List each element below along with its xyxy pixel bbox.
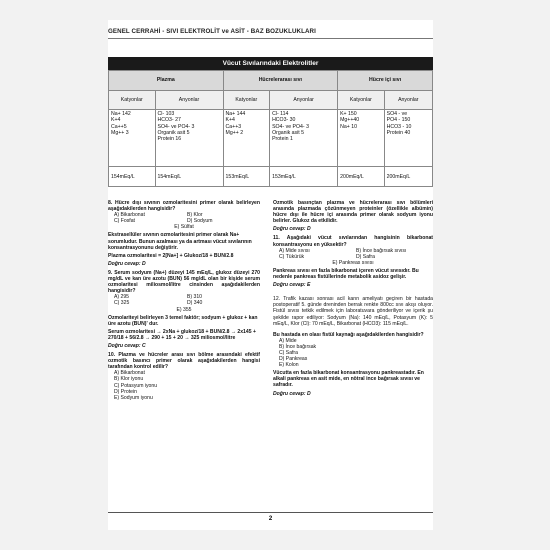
- option-a: A) Mide: [279, 337, 297, 344]
- page-number: 2: [268, 516, 273, 522]
- question-11: 11. Aşağıdaki vücut sıvılarından hangisinin bikarbonat konsantrasyonu en yüksektir?: [273, 235, 433, 248]
- table-cell: Na+ 144 K+4 Ca++3 Mg++ 2: [223, 110, 270, 167]
- group-header: Hücrelerarası sıvı: [223, 71, 338, 91]
- option-c: C) Tükürük: [279, 253, 305, 260]
- option-c: C) 325: [114, 300, 130, 307]
- option-c: C) Potasyum iyonu: [114, 382, 158, 389]
- option-a: A) 295: [114, 294, 130, 301]
- option-d: D) Sodyum: [187, 218, 213, 225]
- sub-header: Katyonlar: [109, 90, 156, 110]
- formula: Plazma ozmolaritesi = 2[Na+] + Glukoz/18 + BUN/2.8: [108, 252, 234, 259]
- group-header: Plazma: [109, 71, 224, 91]
- total-cell: 154mEq/L: [155, 167, 223, 187]
- option-d: D) 340: [187, 300, 203, 307]
- document-sheet: [108, 20, 433, 530]
- sub-header: Katyonlar: [338, 90, 385, 110]
- option-c: C) Fosfat: [114, 218, 135, 225]
- header-divider: [108, 38, 433, 39]
- total-cell: 154mEq/L: [109, 167, 156, 187]
- table-cell: SO4 - ve PO4 - 150 HCO3 - 10 Protein 40: [384, 110, 432, 167]
- answer: Doğru cevap: D: [273, 390, 311, 397]
- option-e: E) Kolon: [279, 362, 299, 369]
- group-header: Hücre içi sıvı: [338, 71, 433, 91]
- question-12-prompt: Bu hastada en olası fistül kaynağı aşağıdakilerden hangisidir?: [273, 331, 424, 338]
- table-cell: K+ 150 Mg++40 Na+ 10: [338, 110, 385, 167]
- right-column: [273, 200, 433, 400]
- option-d: D) Pankreas: [279, 356, 308, 363]
- answer: Doğru cevap: D: [108, 260, 146, 267]
- option-d: D) Safra: [356, 253, 375, 260]
- option-e: E) Pankreas sıvısı: [332, 259, 374, 266]
- total-cell: 153mEq/L: [223, 167, 270, 187]
- option-b: B) 310: [187, 294, 203, 301]
- page-header: GENEL CERRAHİ - SIVI ELEKTROLİT ve ASİT - BAZ BOZUKLUKLARI: [108, 28, 316, 35]
- explanation: Ekstrasellüler sıvının ozmolaritesini primer olarak Na+ sorumludur. Bunun azalması ya da artması vücut sıvılarının konsantrasyonunu değiştirir.: [108, 232, 252, 251]
- answer: Doğru cevap: E: [273, 282, 311, 289]
- explanation: Ozmolariteyi belirleyen 3 temel faktör; sodyum + glukoz + kan üre azotu (BUN)' dur.: [108, 314, 258, 327]
- option-e: E) Sodyum iyonu: [114, 394, 153, 401]
- electrolyte-table: [108, 57, 433, 187]
- option-b: B) İnce bağırsak sıvısı: [356, 247, 407, 254]
- question-8: 8. Hücre dışı sıvının ozmolaritesini primer olarak belirleyen aşağıdakilerden hangisidir?: [108, 200, 260, 213]
- option-b: B) Klor: [187, 212, 203, 219]
- table-cell: Na+ 142 K+4 Ca++5 Mg++ 3: [109, 110, 156, 167]
- option-e: E) 355: [176, 306, 192, 313]
- option-e: E) Sülfat: [174, 224, 194, 231]
- sub-header: Anyonlar: [270, 90, 338, 110]
- sub-header: Anyonlar: [384, 90, 432, 110]
- total-cell: 153mEq/L: [270, 167, 338, 187]
- answer: Doğru cevap: C: [108, 342, 146, 349]
- option-c: C) Safra: [279, 349, 298, 356]
- option-a: A) Mide sıvısı: [279, 247, 310, 254]
- explanation: Serum ozmolaritesi → 2xNa + glukoz/18 + BUN/2.8 → 2x145 + 270/18 + 56/2.8 → 290 + 15 + 20 → 325 miliosmol/litre: [108, 328, 256, 341]
- question-12: 12. Trafik kazası sonrası acil karın ameliyatı geçiren bir hastada postoperatif 5. günde dreninden berrak renkte 800cc sıvı akışı oluyor. Fistül sıvısı tetkik edilmek için laboratuvara gönderiliyor ve içerik şu şekilde rapor ediliyor: Sodyum (Na): 140 mEq/L, Potasyum (K): 5 mEq/L, Klor (Cl): 70 mEq/L, Bikarbonat (HCO3): 115 mEq/L.: [273, 296, 433, 327]
- table-cell: Cl- 114 HCO3- 30 SO4- ve PO4- 3 Organik asit 5 Protein 1: [270, 110, 338, 167]
- question-9: 9. Serum sodyum (Na+) düzeyi 145 mEq/L, glukoz düzeyi 270 mg/dL ve kan üre azotu (BUN) 56 mg/dL olan bir kişide serum ozmolaritesi miliosmol/litre cinsinden aşağıdakilerden hangisidir?: [108, 269, 260, 295]
- total-cell: 200mEq/L: [338, 167, 385, 187]
- explanation: Vücutta en fazla bikarbonat konsantrasyonu pankreastadır. En alkali pankreas en asit mide, en nötral ince bağırsak sıvısı ve safradır.: [273, 370, 424, 389]
- footer-divider: [108, 512, 433, 513]
- option-b: B) Klor iyonu: [114, 376, 144, 383]
- sub-header: Anyonlar: [155, 90, 223, 110]
- explanation: Pankreas sıvısı en fazla bikarbonat içeren vücut sıvısıdır. Bu nedenle pankreas fistüllerinde metabolik asidoz gelişir.: [273, 267, 419, 281]
- answer: Doğru cevap: D: [273, 226, 311, 233]
- left-column: [108, 200, 260, 401]
- option-a: A) Bikarbonat: [114, 370, 145, 377]
- option-d: D) Protein: [114, 388, 137, 395]
- question-10: 10. Plazma ve hücreler arası sıvı bölme arasındaki efektif ozmotik basıncı primer olarak aşağıdakilerden hangisi tarafından kontrol edilir?: [108, 352, 260, 371]
- table-cell: Cl- 103 HCO3- 27 SO4- ve PO4- 3 Organik asit 5 Protein 16: [155, 110, 223, 167]
- total-cell: 200mEq/L: [384, 167, 432, 187]
- sub-header: Katyonlar: [223, 90, 270, 110]
- explanation: Ozmotik basınçtan plazma ve hücrelerarası sıvı bölümleri arasında plazmada çözünmeyen proteinler (özellikle albümin) hücre dışı ile hücre içi arasında primer olarak sodyum iyonu belirler. Glukoz da etkilidir.: [273, 200, 433, 225]
- table-title: Vücut Sıvılarındaki Elektrolitler: [108, 57, 433, 70]
- option-a: A) Bikarbonat: [114, 212, 145, 219]
- option-b: B) İnce bağırsak: [279, 343, 317, 350]
